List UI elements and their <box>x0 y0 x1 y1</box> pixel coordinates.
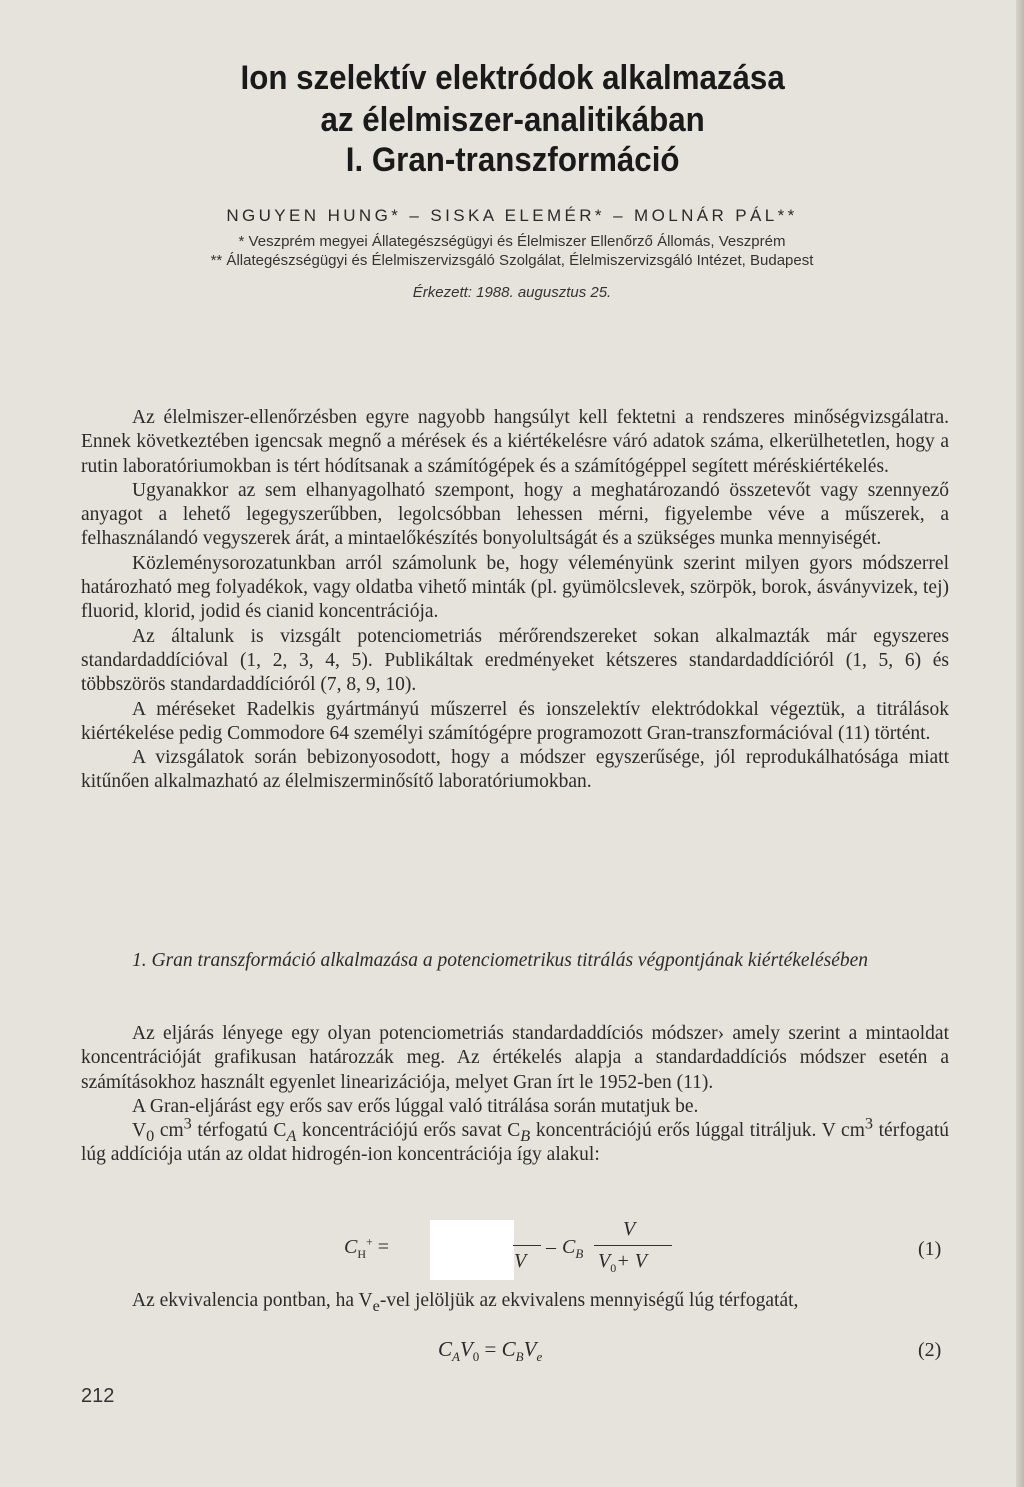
authors: NGUYEN HUNG* – SISKA ELEMÉR* – MOLNÁR PÁL** <box>226 206 798 225</box>
paragraph: Az általunk is vizsgált potenciometriás mérőrendszereket sokan alkalmazták már egyszeres standardaddícióval (1, 2, 3, 4, 5). Publikáltak eredményeket kétszeres standardaddícióról (1, 5, 6) és többszörös standardaddícióról (7, 8, 9, 10). <box>81 625 949 696</box>
intro-text <box>81 406 949 795</box>
paragraph-equivalence: Az ekvivalencia pontban, ha $V_e$-vel jelöljük az ekvivalens mennyiségű lúg térfogatát, <box>132 1290 799 1315</box>
eq1-denominator-1: V <box>514 1250 527 1272</box>
article-title-line2: az élelmiszer-analitikában <box>320 101 705 139</box>
equation-number-1: (1) <box>918 1238 942 1260</box>
affiliation-1: * Veszprém megyei Állategészségügyi és Élelmiszer Ellenőrző Állomás, Veszprém <box>238 233 786 250</box>
article-title-line3: I. Gran-transzformáció <box>345 141 680 179</box>
section-text <box>81 1022 949 1168</box>
fraction-bar <box>594 1245 672 1246</box>
equation-1 <box>0 1218 1024 1282</box>
article-title-line1: Ion szelektív elektródok alkalmazása <box>240 59 785 97</box>
fraction-bar <box>513 1245 541 1246</box>
paragraph: Ugyanakkor az sem elhanyagolható szempont, hogy a meghatározandó összetevőt vagy szennyező anyagot a lehető legegyszerűbben, legolcsóbban lehessen mérni, figyelembe véve a műszerek, a felhasználandó vegyszerek árát, a mintaelőkészítés bonyolultságát és a szükséges munka mennyiségét. <box>81 479 949 550</box>
paragraph: Az eljárás lényege egy olyan potenciometriás standardaddíciós módszer› amely szerint a mintaoldat koncentrációját grafikusan határozzák meg. Az értékelés alapja a standardaddíciós módszer esetén a számításokhoz használt egyenlet linearizációja, melyet Gran írt le 1952-ben (11). <box>81 1023 949 1093</box>
paragraph-titration: $V_0$ $cm^3$ térfogatú $C_A$ koncentrációjú erős savat $C_B$ koncentrációjú erős lúggal titráljuk. V $cm^3$ térfogatú lúg addíciója után az oldat hidrogén-ion koncentrációja így alakul: <box>81 1114 950 1166</box>
affiliation-2: ** Állategészségügyi és Élelmiszervizsgáló Szolgálat, Élelmiszervizsgáló Intézet, Budapest <box>210 252 814 269</box>
received-date: Érkezett: 1988. augusztus 25. <box>412 284 612 301</box>
section-heading: 1. Gran transzformáció alkalmazása a potenciometrikus titrálás végpontjának kiértékelésében <box>132 950 869 971</box>
eq1-numerator-2: V <box>623 1218 636 1240</box>
paragraph: A Gran-eljárást egy erős sav erős lúggal való titrálása során mutatjuk be. <box>132 1095 699 1117</box>
equivalence-text <box>81 1289 949 1313</box>
paragraph: A vizsgálatok során bebizonyosodott, hogy a módszer egyszerűsége, jól reprodukálhatósága miatt kitűnően alkalmazható az élelmiszerminősítő laboratóriumokban. <box>81 747 949 793</box>
equation-2: $C_AV_0 = C_BV_e$ <box>438 1337 543 1365</box>
page-number: 212 <box>81 1385 115 1407</box>
eq1-blank-region <box>430 1220 514 1280</box>
eq1-minus: – <box>546 1236 556 1258</box>
paragraph: Közleménysorozatunkban arról számolunk be, hogy véleményünk szerint milyen gyors módszerrel határozható meg folyadékok, vagy oldatba vihető minták (pl. gyümölcslevek, szörpök, borok, ásványvizek, tej) fluorid, klorid, jodid és cianid koncentrációja. <box>81 552 949 623</box>
paragraph: A méréseket Radelkis gyártmányú műszerrel és ionszelektív elektródokkal végeztük, a titrálások kiértékelése pedig Commodore 64 személyi számítógépre programozott Gran-transzformációval (11) történt. <box>81 698 949 744</box>
equation-number-2: (2) <box>918 1339 942 1361</box>
eq1-denominator-2: $V_0+ V$ <box>598 1250 647 1275</box>
paragraph: Az élelmiszer-ellenőrzésben egyre nagyobb hangsúlyt kell fektetni a rendszeres minőségvizsgálatra. Ennek következtében igencsak megnő a mérések és a kiértékelésre váró adatok száma, elkerülhetetlen, hogy a rutin laboratóriumokban is tért hódítsanak a számítógépek és a számítógéppel segített méréskiértékelés. <box>81 407 949 477</box>
eq1-lhs: $C_H^+$ = <box>344 1234 390 1261</box>
eq1-cb: $C_B$ <box>562 1236 584 1261</box>
